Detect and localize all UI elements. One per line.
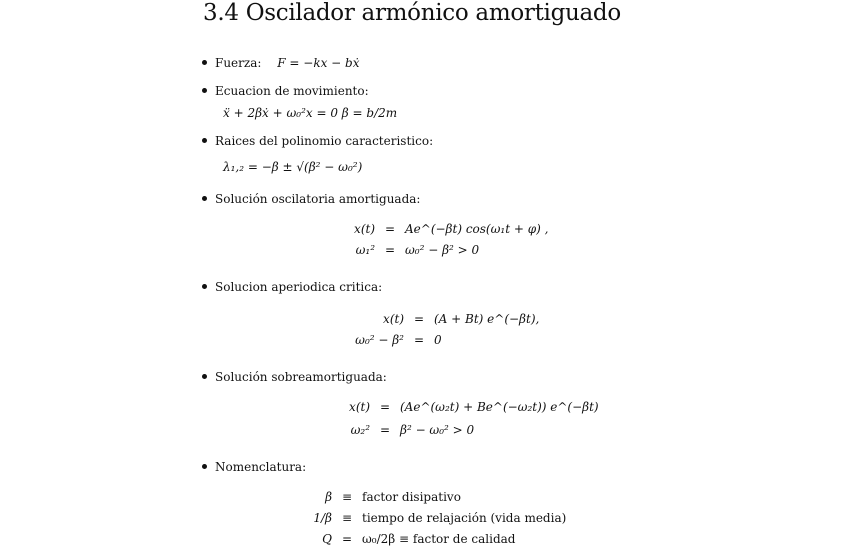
bullet-raices bbox=[202, 134, 433, 148]
motion-equation: ẍ + 2βẋ + ω₀²x = 0 β = b/2m bbox=[223, 106, 398, 120]
nomenclature-row: Q = ω₀/2β ≡ factor de calidad bbox=[322, 532, 516, 546]
bullet-dot bbox=[202, 374, 207, 379]
bullet-dot bbox=[202, 464, 207, 469]
critical-eq-1: x(t) = (A + Bt) e^(−βt), bbox=[383, 312, 540, 326]
bullet-label: Fuerza: bbox=[215, 56, 262, 70]
oscillatory-eq-2: ω₁² = ω₀² − β² > 0 bbox=[355, 243, 480, 257]
bullet-nomenclatura bbox=[202, 460, 306, 474]
bullet-dot bbox=[202, 284, 207, 289]
bullet-sobreamortiguada bbox=[202, 370, 387, 384]
bullet-dot bbox=[202, 138, 207, 143]
force-equation: F = −kx − bẋ bbox=[277, 56, 360, 70]
bullet-label: Solución sobreamortiguada: bbox=[215, 370, 387, 384]
critical-eq-2: ω₀² − β² = 0 bbox=[355, 333, 442, 347]
nomenclature-row: 1/β ≡ tiempo de relajación (vida media) bbox=[313, 511, 567, 525]
bullet-label: Ecuacion de movimiento: bbox=[215, 84, 369, 98]
bullet-label: Solución oscilatoria amortiguada: bbox=[215, 192, 421, 206]
bullet-label: Solucion aperiodica critica: bbox=[215, 280, 383, 294]
bullet-fuerza bbox=[202, 56, 360, 70]
bullet-dot bbox=[202, 196, 207, 201]
bullet-ecuacion bbox=[202, 84, 369, 98]
oscillatory-eq-1: x(t) = Ae^(−βt) cos(ω₁t + φ) , bbox=[354, 222, 549, 236]
overdamped-eq-2: ω₂² = β² − ω₀² > 0 bbox=[350, 423, 475, 437]
bullet-dot bbox=[202, 60, 207, 65]
overdamped-eq-1: x(t) = (Ae^(ω₂t) + Be^(−ω₂t)) e^(−βt) bbox=[349, 400, 599, 414]
bullet-label: Raices del polinomio caracteristico: bbox=[215, 134, 434, 148]
bullet-critica bbox=[202, 280, 382, 294]
bullet-oscilatoria bbox=[202, 192, 420, 206]
bullet-dot bbox=[202, 88, 207, 93]
page-title: 3.4 Oscilador armónico amortiguado bbox=[203, 0, 621, 26]
bullet-label: Nomenclatura: bbox=[215, 460, 307, 474]
nomenclature-row: β ≡ factor disipativo bbox=[325, 490, 461, 504]
roots-equation: λ₁,₂ = −β ± √(β² − ω₀²) bbox=[223, 160, 363, 174]
